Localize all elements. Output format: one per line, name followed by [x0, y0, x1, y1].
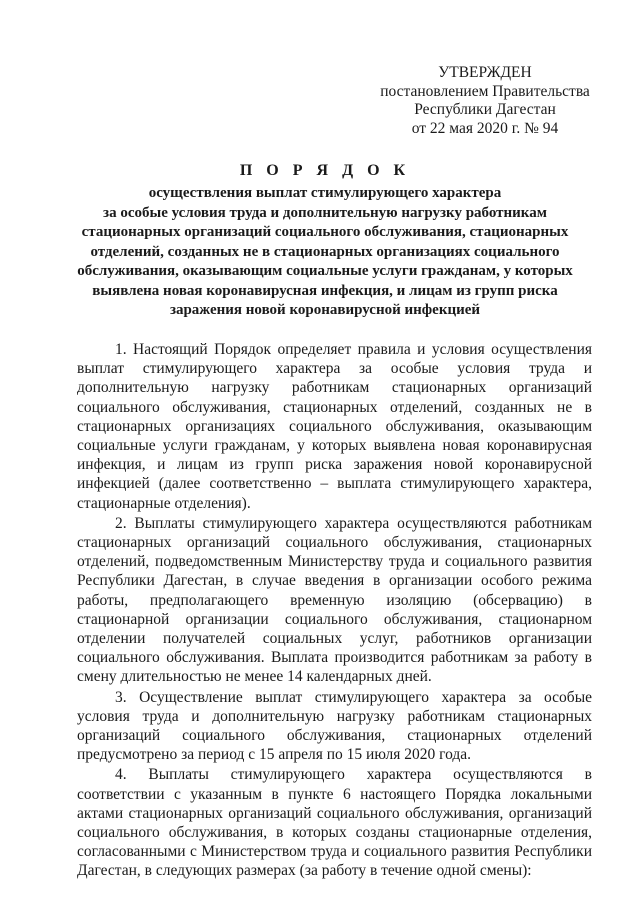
approval-date: от 22 мая 2020 г. № 94 — [411, 119, 559, 137]
title-line: за особые условия труда и дополнительную нагрузку работникам — [103, 204, 547, 221]
approval-heading: УТВЕРЖДЕН — [438, 64, 532, 81]
title-line: выявлена новая коронавирусная инфекция, и лицам из групп риска — [92, 282, 558, 299]
approval-line: постановлением Правительства — [380, 82, 590, 100]
document-title — [40, 160, 610, 321]
paragraph-4: 4. Выплаты стимулирующего характера осуществляются в соответствии с указанным в пункте 6 настоящего Порядка локальными актами стационарных организаций социального обслуживания, организаций социального обслуживания, в которых созданы стационарные отделения, согласованными с Министерством труда и социального развития Республики Дагестан, в следующих размерах (за работу в течение одной смены): — [77, 766, 592, 880]
title-subtitle — [40, 184, 610, 321]
title-line: стационарных организаций социального обслуживания, стационарных — [81, 224, 569, 240]
title-line: отделений, созданных не в стационарных организациях социального — [90, 243, 560, 260]
title-line: обслуживания, оказывающим социальные услуги гражданам, у которых — [77, 263, 573, 279]
paragraph-1: 1. Настоящий Порядок определяет правила и условия осуществления выплат стимулирующего характера за особые условия труда и дополнительную нагрузку работникам стационарных организаций социального обслуживания, стационарных отделений, созданных не в стационарных организациях социального обслуживания, оказывающим социальные услуги гражданам, у которых выявлена новая коронавирусная инфекция, и лицам из групп риска заражения новой коронавирусной инфекцией (далее соответственно – выплата стимулирующего характера, стационарные отделения). — [77, 341, 592, 512]
title-main: П О Р Я Д О К — [239, 162, 411, 179]
paragraph-2: 2. Выплаты стимулирующего характера осуществляются работникам стационарных организаций социального обслуживания, стационарных отделений, подведомственным Министерству труда и социального развития Республики Дагестан, в случае введения в организации особого режима работы, предполагающего временную изоляцию (обсервацию) в стационарной организации социального обслуживания, стационарном отделении получателей социальных услуг, работников организации социального обслуживания. Выплата производится работникам за работу в смену длительностью не менее 14 календарных дней. — [77, 514, 592, 686]
title-line: заражения новой коронавирусной инфекцией — [169, 302, 481, 318]
approval-line: Республики Дагестан — [414, 101, 556, 118]
title-line: осуществления выплат стимулирующего характера — [148, 185, 502, 201]
approval-stamp — [380, 64, 590, 138]
paragraph-3: 3. Осуществление выплат стимулирующего характера за особые условия труда и дополнительную нагрузку работникам стационарных организаций социального обслуживания, стационарных отделений предусмотрено за период с 15 апреля по 15 июля 2020 года. — [77, 688, 592, 764]
document-body — [77, 340, 592, 882]
